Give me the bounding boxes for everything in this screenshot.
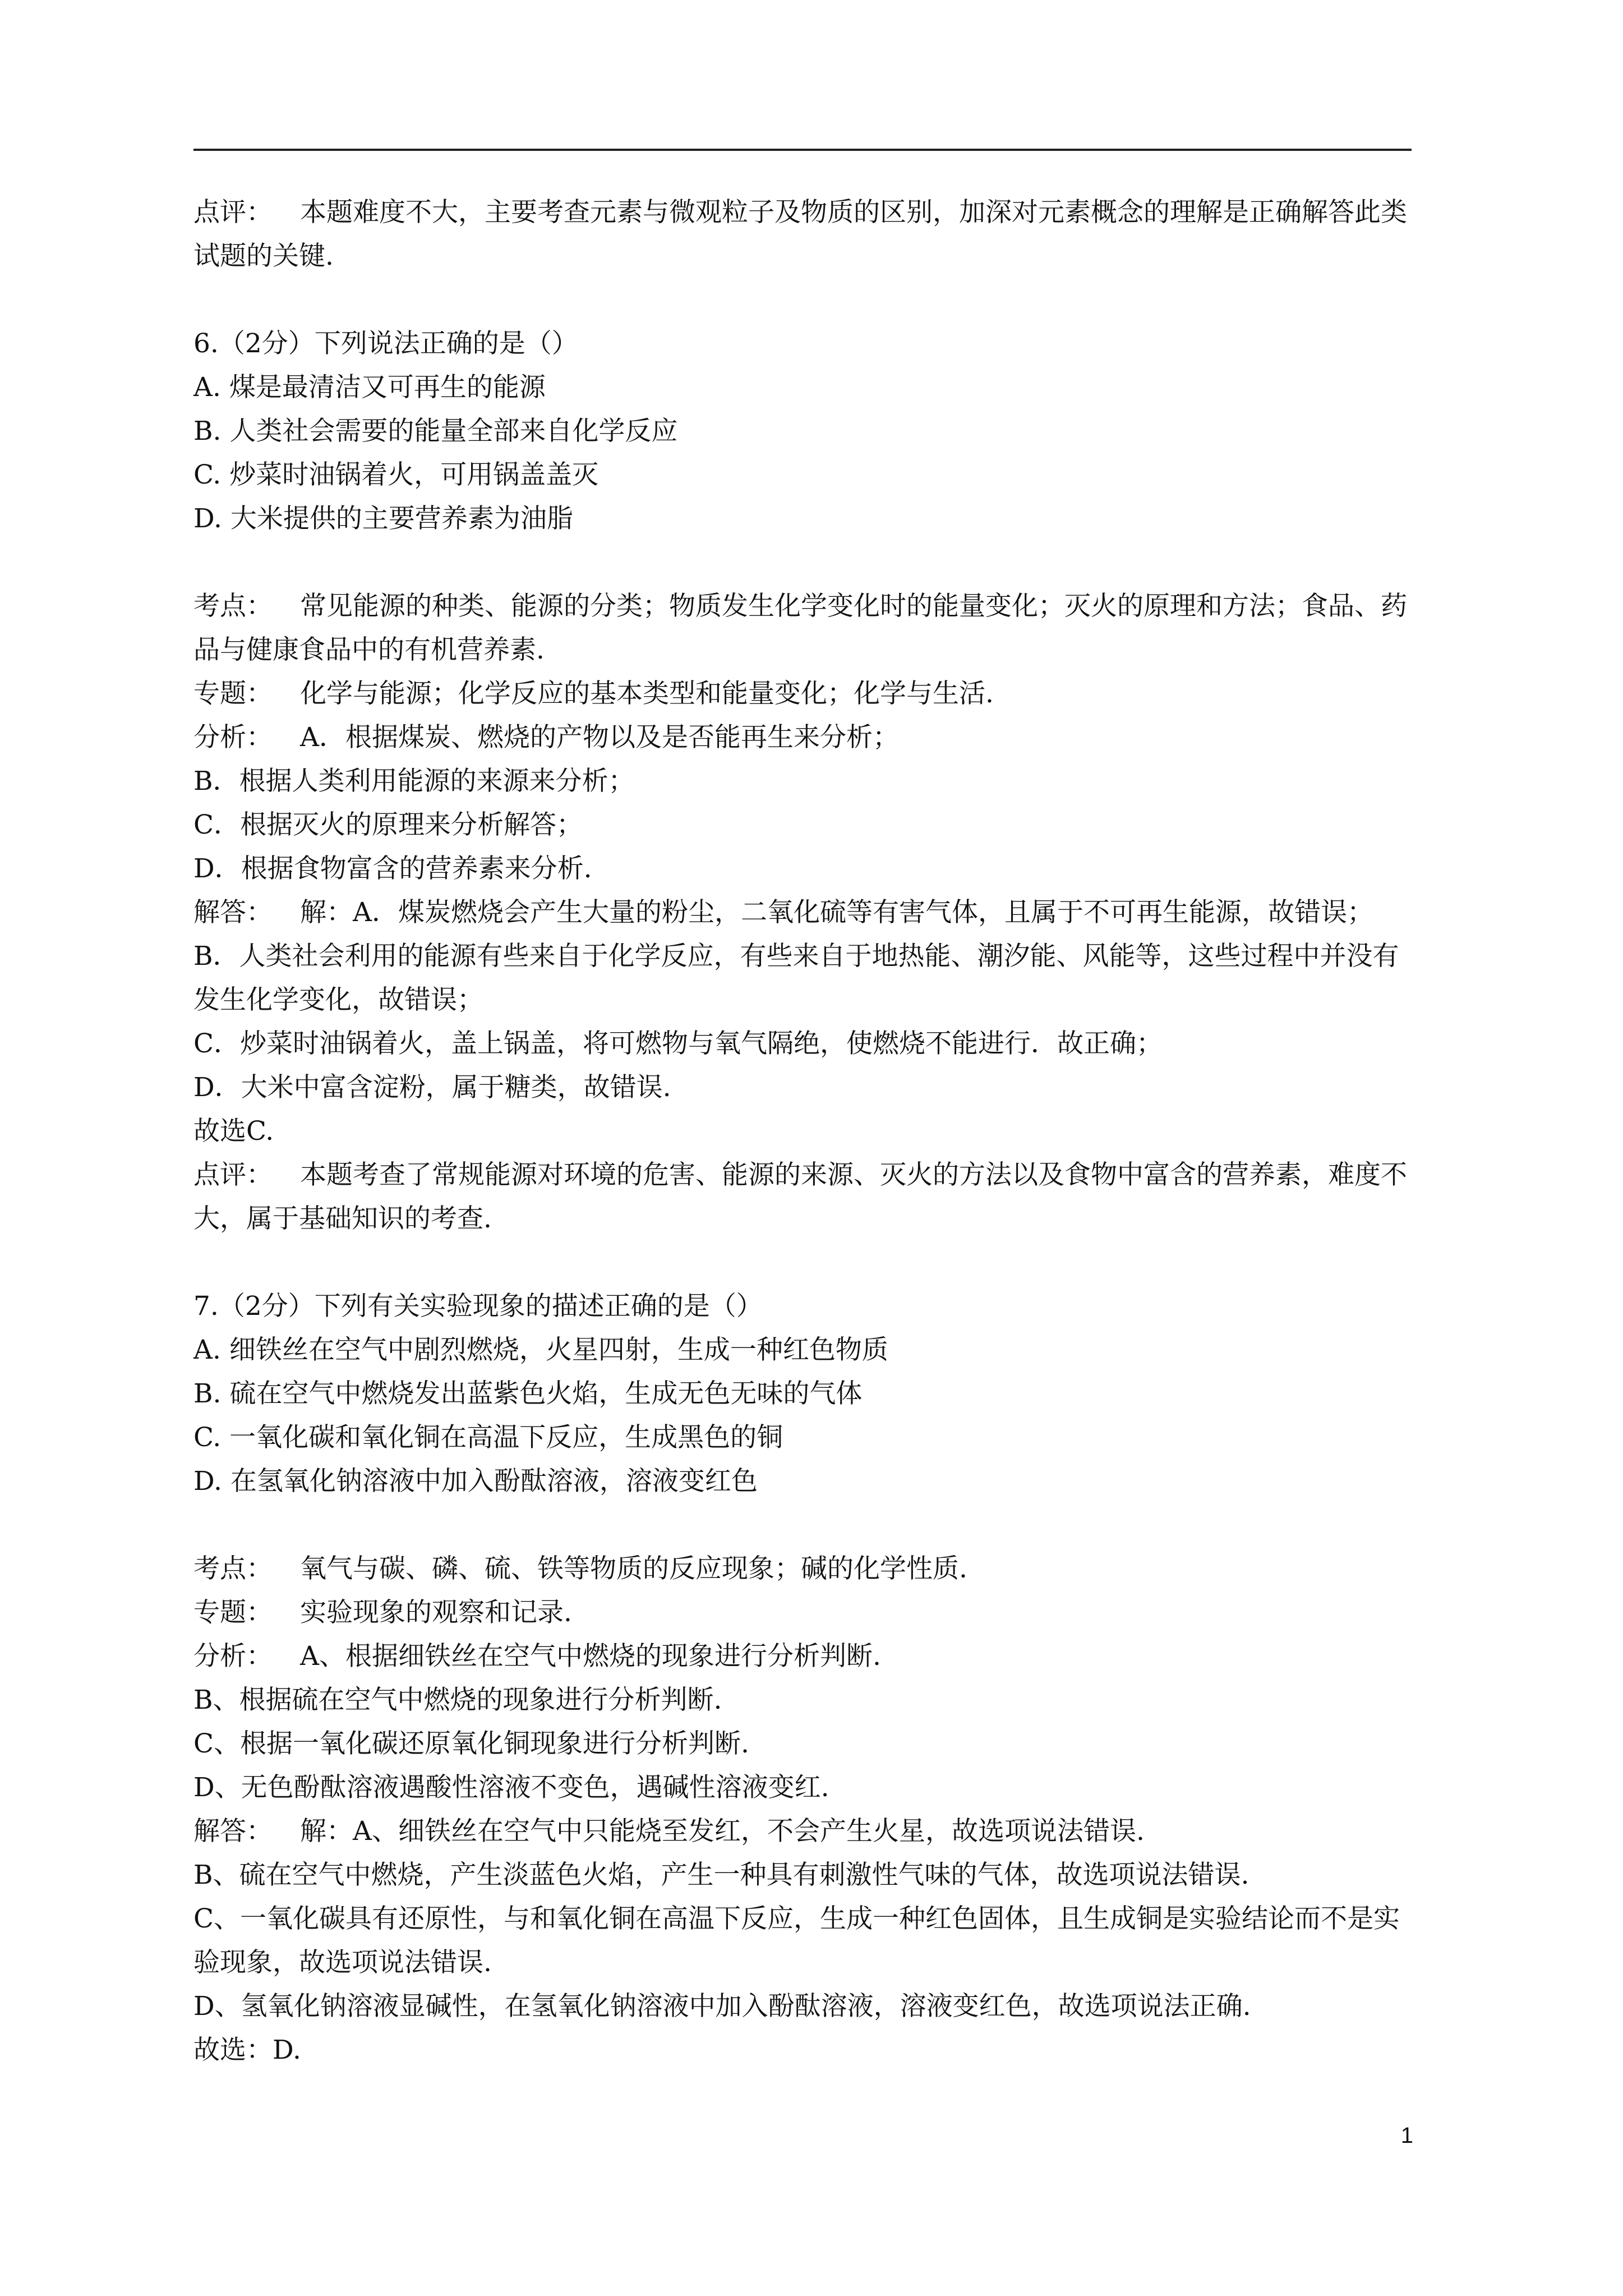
option-b: B. 硫在空气中燃烧发出蓝紫色火焰，生成无色无味的气体 <box>193 1378 863 1409</box>
option-c: C. 一氧化碳和氧化铜在高温下反应，生成黑色的铜 <box>193 1422 783 1453</box>
option-d: D. 大米提供的主要营养素为油脂 <box>193 503 573 534</box>
option-c: C. 炒菜时油锅着火，可用锅盖盖灭 <box>193 459 599 490</box>
analysis-text: A、根据细铁丝在空气中燃烧的现象进行分析判断. <box>300 1641 881 1672</box>
comment-label: 点评： <box>193 197 273 228</box>
option-d: D. 在氢氧化钠溶液中加入酚酞溶液，溶液变红色 <box>193 1466 758 1497</box>
exam-point-label: 考点： <box>193 591 273 622</box>
answer: 故选：D. <box>193 2035 301 2065</box>
analysis-line: D．根据食物富含的营养素来分析. <box>193 853 592 884</box>
analysis <box>193 1635 1412 1678</box>
option-a: A. 细铁丝在空气中剧烈燃烧，火星四射，生成一种红色物质 <box>193 1335 888 1365</box>
analysis-line: B．根据人类利用能源的来源来分析； <box>193 766 635 797</box>
exam-point <box>193 585 1412 672</box>
topic <box>193 1591 1412 1635</box>
exam-point-text: 氧气与碳、磷、硫、铁等物质的反应现象；碱的化学性质. <box>300 1553 967 1584</box>
analysis-line: B、根据硫在空气中燃烧的现象进行分析判断. <box>193 1685 722 1715</box>
solution-text: 解：A．煤炭燃烧会产生大量的粉尘，二氧化硫等有害气体，且属于不可再生能源，故错误； <box>300 897 1373 928</box>
question-stem: 7.（2分）下列有关实验现象的描述正确的是（） <box>193 1291 763 1322</box>
comment-label: 点评： <box>193 1159 273 1190</box>
solution-line: C．炒菜时油锅着火，盖上锅盖，将可燃物与氧气隔绝，使燃烧不能进行．故正确； <box>193 1028 1163 1059</box>
exam-point <box>193 1547 1412 1591</box>
question-7 <box>193 1285 1412 2072</box>
analysis-label: 分析： <box>193 1641 273 1672</box>
topic-label: 专题： <box>193 1597 273 1628</box>
solution-line: D、氢氧化钠溶液显碱性，在氢氧化钠溶液中加入酚酞溶液，溶液变红色，故选项说法正确. <box>193 1991 1251 2022</box>
exam-point-label: 考点： <box>193 1553 273 1584</box>
exam-point-text: 常见能源的种类、能源的分类；物质发生化学变化时的能量变化；灭火的原理和方法；食品、药品与健康食品中的有机营养素. <box>193 591 1407 665</box>
header-rule <box>193 149 1412 151</box>
solution-label: 解答： <box>193 1816 273 1847</box>
solution-line: D．大米中富含淀粉，属于糖类，故错误. <box>193 1072 671 1103</box>
document-body <box>193 191 1412 2072</box>
question-stem: 6.（2分）下列说法正确的是（） <box>193 328 578 359</box>
comment-text: 本题难度不大，主要考查元素与微观粒子及物质的区别，加深对元素概念的理解是正确解答此类试题的关键. <box>193 197 1407 272</box>
solution-line: B．人类社会利用的能源有些来自于化学反应，有些来自于地热能、潮汐能、风能等，这些过程中并没有发生化学变化，故错误； <box>193 941 1399 1015</box>
analysis-line: C、根据一氧化碳还原氧化铜现象进行分析判断. <box>193 1728 749 1759</box>
comment-text: 本题考查了常规能源对环境的危害、能源的来源、灭火的方法以及食物中富含的营养素，难度不大，属于基础知识的考查. <box>193 1159 1407 1234</box>
answer: 故选C. <box>193 1116 274 1147</box>
analysis <box>193 716 1412 760</box>
solution-text: 解：A、细铁丝在空气中只能烧至发红，不会产生火星，故选项说法错误. <box>300 1816 1145 1847</box>
solution-line: C、一氧化碳具有还原性，与和氧化铜在高温下反应，生成一种红色固体，且生成铜是实验结论而不是实验现象，故选项说法错误. <box>193 1903 1400 1978</box>
question-6 <box>193 322 1412 1241</box>
topic-label: 专题： <box>193 678 273 709</box>
topic-text: 实验现象的观察和记录. <box>300 1597 572 1628</box>
solution <box>193 891 1412 935</box>
solution <box>193 1810 1412 1853</box>
page-number: 1 <box>1400 2123 1413 2148</box>
analysis-line: C．根据灭火的原理来分析解答； <box>193 809 583 840</box>
solution-label: 解答： <box>193 897 273 928</box>
analysis-line: D、无色酚酞溶液遇酸性溶液不变色，遇碱性溶液变红. <box>193 1772 829 1803</box>
comment <box>193 1153 1412 1241</box>
topic-text: 化学与能源；化学反应的基本类型和能量变化；化学与生活. <box>300 678 994 709</box>
topic <box>193 672 1412 716</box>
intro-comment <box>193 191 1412 278</box>
option-b: B. 人类社会需要的能量全部来自化学反应 <box>193 416 678 447</box>
option-a: A. 煤是最清洁又可再生的能源 <box>193 372 546 403</box>
analysis-text: A．根据煤炭、燃烧的产物以及是否能再生来分析； <box>300 722 899 753</box>
analysis-label: 分析： <box>193 722 273 753</box>
solution-line: B、硫在空气中燃烧，产生淡蓝色火焰，产生一种具有刺激性气味的气体，故选项说法错误. <box>193 1860 1249 1890</box>
